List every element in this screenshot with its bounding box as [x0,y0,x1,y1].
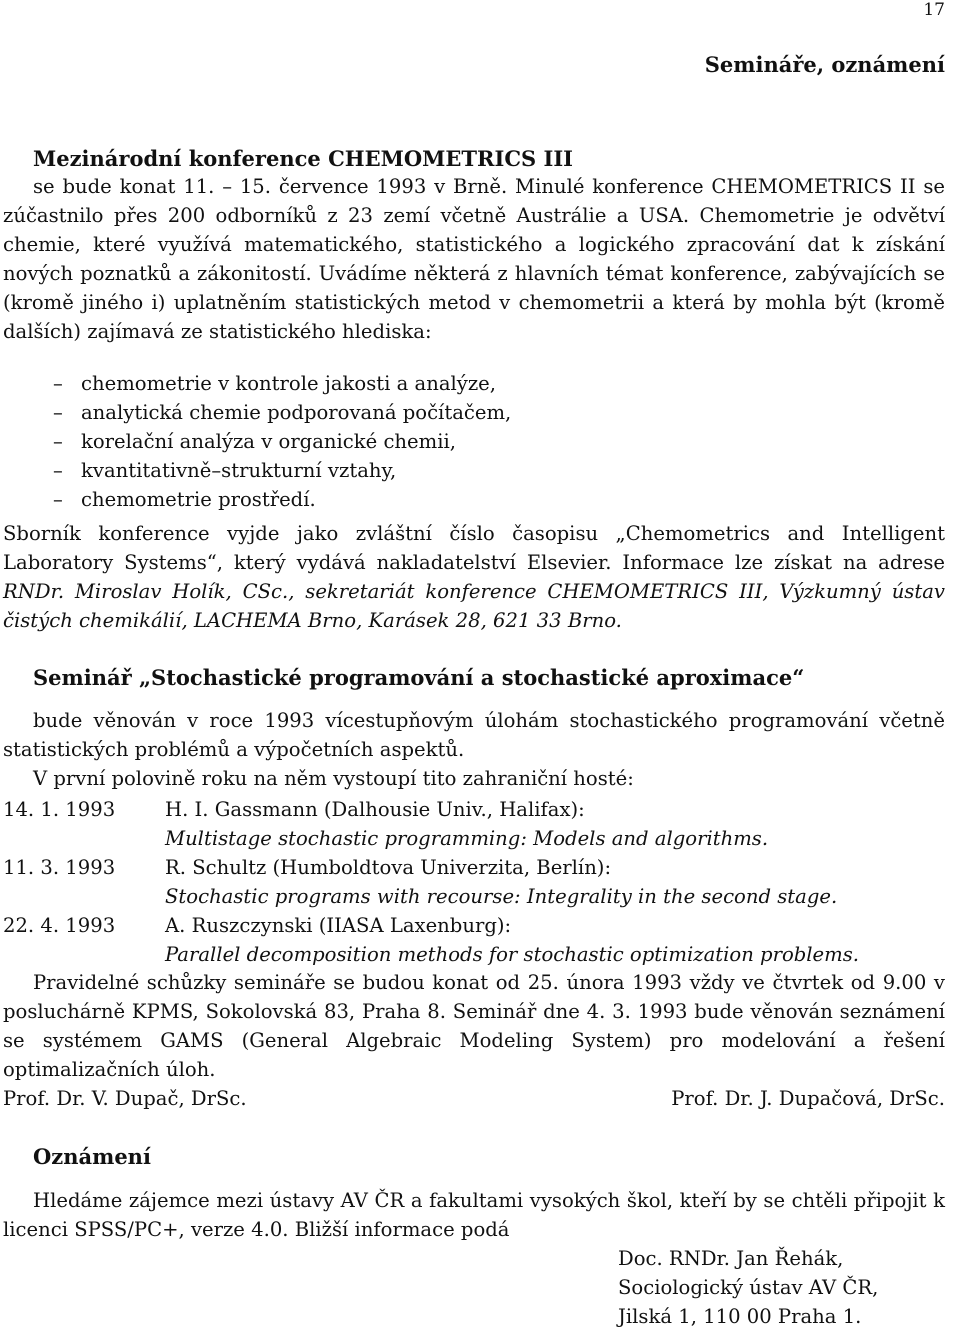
signature-left: Prof. Dr. V. Dupač, DrSc. [3,1087,247,1110]
talk-title-row [3,882,945,911]
conference-intro: se bude konat 11. – 15. července 1993 v Brně. Minulé konference CHEMOMETRICS II se zúčastnilo přes 200 odborníků z 23 zemí včetně Austrálie a USA. Chemometrie je odvětví chemie, které využívá matematického, statistického a logického zpracování dat k získání nových poznatků a zákonitostí. Uvádíme některá z hlavních témat konference, zabývajících se (kromě jiného i) uplatněním statistických metod v chemometrii a která by mohla být (kromě dalších) zajímavá ze statistického hlediska: [3,175,945,343]
page-number: 17 [923,0,945,20]
topic-item: – chemometrie prostředí. [53,488,316,511]
talk-row [3,853,945,882]
seminar-guests-intro: V první polovině roku na něm vystoupí tito zahraniční hosté: [33,767,634,790]
talk-date: 14. 1. 1993 [3,798,116,821]
talk-row [3,795,945,824]
conference-outro: Sborník konference vyjde jako zvláštní číslo časopisu „Chemometrics and Intelligent Laboratory Systems“, který vydává nakladatelství Elsevier. Informace lze získat na adrese RNDr. Miroslav Holík, CSc., sekretariát konference CHEMOMETRICS III, Výzkumný ústav čistých chemikálií, LACHEMA Brno, Karásek 28, 621 33 Brno. [3,522,945,632]
talk-speaker: A. Ruszczynski (IIASA Laxenburg): [165,914,512,937]
announcement-heading: Oznámení [33,1144,151,1169]
announcement-text: Hledáme zájemce mezi ústavy AV ČR a fakultami vysokých škol, kteří by se chtěli připojit k licenci SPSS/PC+, verze 4.0. Bližší informace podá [3,1189,945,1241]
topic-item: – kvantitativně–strukturní vztahy, [53,459,397,482]
contact-address [618,1244,878,1331]
conference-heading: Mezinárodní konference CHEMOMETRICS III [33,146,573,171]
topic-item: – analytická chemie podporovaná počítačem, [53,401,512,424]
talk-title: Parallel decomposition methods for stochastic optimization problems. [165,943,860,966]
topic-item: – chemometrie v kontrole jakosti a analýze, [53,372,497,395]
talk-title-row [3,940,945,969]
seminar-intro: bude věnován v roce 1993 vícestupňovým úlohám stochastického programování včetně statistických problémů a výpočetních aspektů. [3,709,945,761]
talk-title: Multistage stochastic programming: Models and algorithms. [165,827,769,850]
conference-topics [53,369,511,514]
contact-line: Doc. RNDr. Jan Řehák, [618,1247,844,1270]
contact-line: Jilská 1, 110 00 Praha 1. [618,1305,862,1328]
talk-title-row [3,824,945,853]
contact-line: Sociologický ústav AV ČR, [618,1276,879,1299]
talk-date: 11. 3. 1993 [3,856,116,879]
talk-list [3,795,945,969]
talk-speaker: R. Schultz (Humboldtova Univerzita, Berlín): [165,856,612,879]
talk-date: 22. 4. 1993 [3,914,116,937]
signature-right: Prof. Dr. J. Dupačová, DrSc. [671,1087,945,1110]
seminar-heading: Seminář „Stochastické programování a stochastické aproximace“ [33,665,805,690]
talk-speaker: H. I. Gassmann (Dalhousie Univ., Halifax): [165,798,585,821]
seminar-schedule: Pravidelné schůzky semináře se budou konat od 25. února 1993 vždy ve čtvrtek od 9.00 v posluchárně KPMS, Sokolovská 83, Praha 8. Seminář dne 4. 3. 1993 bude věnován seznámení se systémem GAMS (General Algebraic Modeling System) pro modelování a řešení optimalizačních úloh. [3,971,945,1081]
talk-title: Stochastic programs with recourse: Integrality in the second stage. [165,885,838,908]
talk-row [3,911,945,940]
topic-item: – korelační analýza v organické chemii, [53,430,456,453]
section-header: Semináře, oznámení [704,52,945,77]
